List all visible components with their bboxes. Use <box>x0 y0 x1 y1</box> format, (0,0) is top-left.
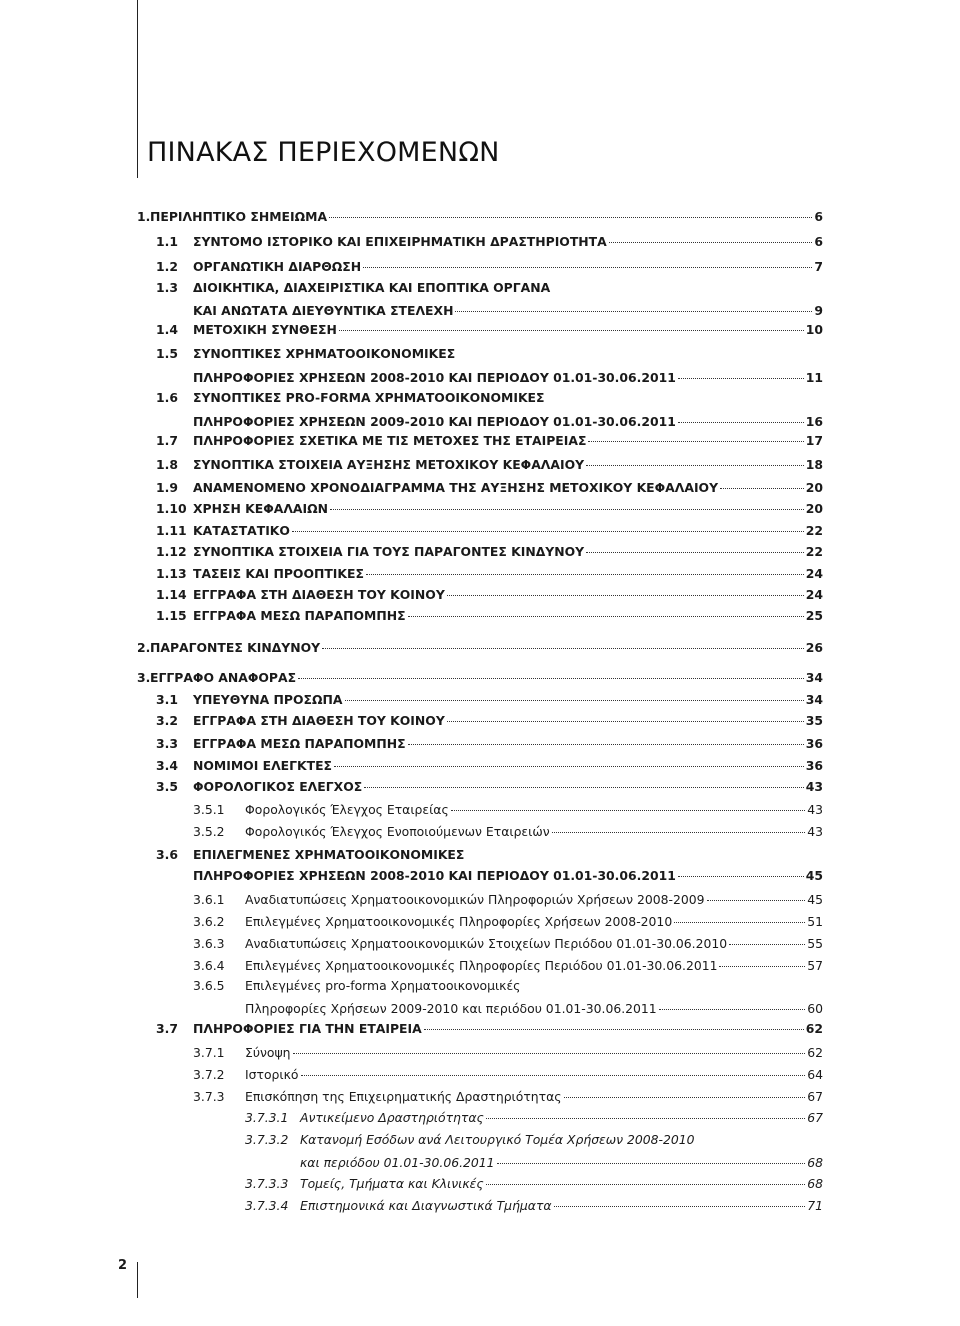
toc-entry-title: Επιστημονικά και Διαγνωστικά Τμήματα <box>300 1198 552 1213</box>
dot-leader <box>486 1183 806 1185</box>
toc-entry-number: 1.14 <box>156 587 187 602</box>
dot-leader <box>678 875 804 877</box>
toc-entry-title: Αντικείμενο Δραστηριότητας <box>300 1110 484 1125</box>
toc-entry[interactable] <box>156 499 823 519</box>
dot-leader <box>707 899 806 901</box>
toc-entry-title: Πληροφορίες Χρήσεων 2009-2010 και περιόδου 01.01-30.06.2011 <box>245 1001 657 1016</box>
toc-entry-page: 24 <box>805 587 823 602</box>
toc-entry-number: 3.3 <box>156 736 178 751</box>
toc-entry[interactable] <box>156 606 823 626</box>
toc-entry[interactable] <box>137 207 823 227</box>
dot-leader <box>588 440 803 442</box>
toc-entry-title: Επιλεγμένες Χρηματοοικονομικές Πληροφορίες Περιόδου 01.01-30.06.2011 <box>245 958 718 973</box>
dot-leader <box>424 1028 804 1030</box>
toc-entry-page: 16 <box>805 414 823 429</box>
toc-entry-title: ΠΕΡΙΛΗΠΤΙΚΟ ΣΗΜΕΙΩΜΑ <box>150 209 328 224</box>
toc-entry-title: ΠΛΗΡΟΦΟΡΙΕΣ ΓΙΑ ΤΗΝ ΕΤΑΙΡΕΙΑ <box>193 1021 422 1036</box>
dot-leader <box>334 765 804 767</box>
toc-entry-title: ΧΡΗΣΗ ΚΕΦΑΛΑΙΩΝ <box>193 501 329 516</box>
dot-leader <box>455 310 812 312</box>
toc-entry-title: ΝΟΜΙΜΟΙ ΕΛΕΓΚΤΕΣ <box>193 758 333 773</box>
toc-entry-number: 1.1 <box>156 234 178 249</box>
dot-leader <box>363 266 812 268</box>
toc-entry-number: 3.7 <box>156 1021 178 1036</box>
toc-entry-page: 35 <box>805 713 823 728</box>
toc-entry-number: 3.5 <box>156 779 178 794</box>
dot-leader <box>497 1162 806 1164</box>
toc-entry[interactable] <box>156 845 465 865</box>
toc-entry-page: 10 <box>805 322 823 337</box>
toc-entry[interactable] <box>156 320 823 340</box>
toc-entry[interactable] <box>193 890 823 910</box>
toc-entry-page: 71 <box>807 1198 823 1213</box>
toc-entry-title: ΠΛΗΡΟΦΟΡΙΕΣ ΧΡΗΣΕΩΝ 2008-2010 ΚΑΙ ΠΕΡΙΟΔΟΥ 01.01-30.06.2011 <box>193 370 676 385</box>
dot-leader <box>339 329 804 331</box>
dot-leader <box>293 1052 806 1054</box>
dot-leader <box>586 464 804 466</box>
toc-entry[interactable] <box>193 912 823 932</box>
toc-entry-number: 1.3 <box>156 280 178 295</box>
toc-entry-title: ΤΑΣΕΙΣ ΚΑΙ ΠΡΟΟΠΤΙΚΕΣ <box>193 566 364 581</box>
toc-entry-title: ΣΥΝΟΠΤΙΚΑ ΣΤΟΙΧΕΙΑ ΓΙΑ ΤΟΥΣ ΠΑΡΑΓΟΝΤΕΣ ΚΙΝΔΥΝΟΥ <box>193 544 585 559</box>
dot-leader <box>678 377 804 379</box>
toc-entry-page: 64 <box>807 1067 823 1082</box>
toc-entry-page: 26 <box>805 640 823 655</box>
dot-leader <box>451 809 806 811</box>
toc-entry-title: ΦΟΡΟΛΟΓΙΚΟΣ ΕΛΕΓΧΟΣ <box>193 779 363 794</box>
toc-entry-number: 3.6.2 <box>193 914 225 929</box>
toc-entry-title: Επιλεγμένες Χρηματοοικονομικές Πληροφορίες Χρήσεων 2008-2010 <box>245 914 673 929</box>
toc-entry-title: Αναδιατυπώσεις Χρηματοοικονομικών Στοιχείων Περιόδου 01.01-30.06.2010 <box>245 936 728 951</box>
toc-entry-number: 1.11 <box>156 523 187 538</box>
toc-entry-title: Κατανομή Εσόδων ανά Λειτουργικό Τομέα Χρήσεων 2008-2010 <box>300 1132 695 1147</box>
toc-entry[interactable] <box>156 690 823 710</box>
toc-entry[interactable] <box>156 711 823 731</box>
toc-entry-page: 18 <box>805 457 823 472</box>
dot-leader <box>720 487 804 489</box>
dot-leader <box>586 551 804 553</box>
toc-entry-page: 25 <box>805 608 823 623</box>
toc-entry[interactable] <box>156 431 823 451</box>
toc-entry-number: 3.7.3.2 <box>245 1132 289 1147</box>
dot-leader <box>329 216 812 218</box>
toc-entry[interactable] <box>156 278 551 298</box>
toc-entry-number: 3.6 <box>156 847 178 862</box>
toc-entry-title: ΣΥΝΟΠΤΙΚΕΣ ΧΡΗΜΑΤΟΟΙΚΟΝΟΜΙΚΕΣ <box>193 346 456 361</box>
toc-entry[interactable] <box>193 1065 823 1085</box>
toc-entry-page: 43 <box>807 824 823 839</box>
toc-entry-title: ΕΓΓΡΑΦΟ ΑΝΑΦΟΡΑΣ <box>150 670 297 685</box>
toc-entry[interactable] <box>156 521 823 541</box>
toc-entry[interactable] <box>245 1174 823 1194</box>
toc-entry-page: 51 <box>807 914 823 929</box>
toc-entry-title: ΕΓΓΡΑΦΑ ΣΤΗ ΔΙΑΘΕΣΗ ΤΟΥ ΚΟΙΝΟΥ <box>193 587 445 602</box>
toc-entry[interactable] <box>193 368 823 388</box>
toc-entry-page: 43 <box>805 779 823 794</box>
toc-entry-number: 3.7.3.1 <box>245 1110 289 1125</box>
dot-leader <box>345 699 804 701</box>
toc-entry-number: 1.7 <box>156 433 178 448</box>
toc-entry-title: ΚΑΤΑΣΤΑΤΙΚΟ <box>193 523 290 538</box>
toc-entry[interactable] <box>245 1130 695 1150</box>
toc-entry-number: 1.12 <box>156 544 187 559</box>
dot-leader <box>447 720 804 722</box>
toc-entry-number: 3.6.3 <box>193 936 225 951</box>
toc-entry-page: 67 <box>807 1089 823 1104</box>
vertical-rule-top <box>137 0 138 178</box>
toc-entry-page: 34 <box>805 692 823 707</box>
toc-entry-number: 1.2 <box>156 259 178 274</box>
toc-entry[interactable] <box>193 934 823 954</box>
dot-leader <box>330 508 804 510</box>
toc-entry-title: ΣΥΝΟΠΤΙΚΕΣ PRO-FORMA ΧΡΗΜΑΤΟΟΙΚΟΝΟΜΙΚΕΣ <box>193 390 545 405</box>
toc-entry-title: Φορολογικός Έλεγχος Ενοποιούμενων Εταιρειών <box>245 824 550 839</box>
toc-entry[interactable] <box>156 777 823 797</box>
toc-entry[interactable] <box>300 1153 823 1173</box>
toc-entry[interactable] <box>156 478 823 498</box>
toc-entry[interactable] <box>156 455 823 475</box>
toc-entry[interactable] <box>193 800 823 820</box>
toc-entry-number: 1.13 <box>156 566 187 581</box>
toc-entry-page: 11 <box>805 370 823 385</box>
toc-entry-page: 57 <box>807 958 823 973</box>
toc-entry-page: 17 <box>805 433 823 448</box>
toc-entry-number: 1. <box>137 209 151 224</box>
toc-entry-number: 3.6.4 <box>193 958 225 973</box>
toc-entry[interactable] <box>193 956 823 976</box>
toc-entry[interactable] <box>193 1087 823 1107</box>
toc-entry[interactable] <box>156 1019 823 1039</box>
toc-entry-title: ΣΥΝΟΠΤΙΚΑ ΣΤΟΙΧΕΙΑ ΑΥΞΗΣΗΣ ΜΕΤΟΧΙΚΟΥ ΚΕΦΑΛΑΙΟΥ <box>193 457 585 472</box>
toc-entry-page: 24 <box>805 566 823 581</box>
toc-entry-page: 36 <box>805 758 823 773</box>
toc-entry[interactable] <box>156 257 823 277</box>
toc-entry-page: 22 <box>805 544 823 559</box>
toc-entry-title: ΥΠΕΥΘΥΝΑ ΠΡΟΣΩΠΑ <box>193 692 343 707</box>
dot-leader <box>659 1008 806 1010</box>
toc-entry[interactable] <box>137 668 823 688</box>
toc-entry[interactable] <box>245 1196 823 1216</box>
toc-entry-number: 1.10 <box>156 501 187 516</box>
toc-entry[interactable] <box>137 638 823 658</box>
toc-entry-title: Φορολογικός Έλεγχος Εταιρείας <box>245 802 449 817</box>
toc-entry-number: 1.15 <box>156 608 187 623</box>
toc-entry-page: 36 <box>805 736 823 751</box>
toc-entry[interactable] <box>156 344 456 364</box>
dot-leader <box>408 743 804 745</box>
dot-leader <box>292 530 804 532</box>
toc-entry[interactable] <box>193 412 823 432</box>
toc-entry-number: 3.2 <box>156 713 178 728</box>
dot-leader <box>364 786 804 788</box>
dot-leader <box>366 573 804 575</box>
dot-leader <box>674 921 805 923</box>
dot-leader <box>447 594 804 596</box>
toc-entry-page: 34 <box>805 670 823 685</box>
toc-entry-number: 3.7.3 <box>193 1089 225 1104</box>
toc-entry-page: 20 <box>805 501 823 516</box>
toc-entry-number: 1.9 <box>156 480 178 495</box>
toc-entry[interactable] <box>193 822 823 842</box>
toc-entry-title: Ιστορικό <box>245 1067 299 1082</box>
dot-leader <box>408 615 804 617</box>
toc-entry-number: 3.7.3.3 <box>245 1176 289 1191</box>
toc-entry[interactable] <box>156 564 823 584</box>
toc-entry-page: 22 <box>805 523 823 538</box>
toc-entry[interactable] <box>156 388 545 408</box>
toc-entry[interactable] <box>193 1043 823 1063</box>
dot-leader <box>486 1117 805 1119</box>
toc-entry-number: 1.4 <box>156 322 178 337</box>
toc-entry-title: Τομείς, Τμήματα και Κλινικές <box>300 1176 484 1191</box>
toc-entry-number: 1.6 <box>156 390 178 405</box>
toc-entry-title: ΠΛΗΡΟΦΟΡΙΕΣ ΧΡΗΣΕΩΝ 2009-2010 ΚΑΙ ΠΕΡΙΟΔΟΥ 01.01-30.06.2011 <box>193 414 676 429</box>
page-title: ΠΙΝΑΚΑΣ ΠΕΡΙΕΧΟΜΕΝΩΝ <box>147 137 500 168</box>
toc-entry-number: 3.5.2 <box>193 824 225 839</box>
dot-leader <box>564 1096 806 1098</box>
toc-entry-page: 55 <box>807 936 823 951</box>
toc-entry-title: ΣΥΝΤΟΜΟ ΙΣΤΟΡΙΚΟ ΚΑΙ ΕΠΙΧΕΙΡΗΜΑΤΙΚΗ ΔΡΑΣΤΗΡΙΟΤΗΤΑ <box>193 234 607 249</box>
toc-entry[interactable] <box>156 585 823 605</box>
toc-entry[interactable] <box>156 734 823 754</box>
toc-entry-number: 3.5.1 <box>193 802 225 817</box>
dot-leader <box>678 421 804 423</box>
toc-entry[interactable] <box>245 999 823 1019</box>
toc-entry-number: 3.1 <box>156 692 178 707</box>
toc-entry-title: Αναδιατυπώσεις Χρηματοοικονομικών Πληροφοριών Χρήσεων 2008-2009 <box>245 892 705 907</box>
toc-entry[interactable] <box>156 232 823 252</box>
toc-entry-title: και περιόδου 01.01-30.06.2011 <box>300 1155 495 1170</box>
toc-entry[interactable] <box>193 866 823 886</box>
toc-entry-title: ΕΓΓΡΑΦΑ ΜΕΣΩ ΠΑΡΑΠΟΜΠΗΣ <box>193 608 406 623</box>
toc-entry-page: 67 <box>807 1110 823 1125</box>
toc-entry[interactable] <box>156 542 823 562</box>
page-number: 2 <box>118 1258 128 1273</box>
toc-entry-page: 62 <box>807 1045 823 1060</box>
toc-entry[interactable] <box>193 976 521 996</box>
toc-entry-number: 3.6.5 <box>193 978 225 993</box>
toc-entry[interactable] <box>245 1108 823 1128</box>
toc-entry-title: ΟΡΓΑΝΩΤΙΚΗ ΔΙΑΡΘΩΣΗ <box>193 259 362 274</box>
toc-entry-title: Σύνοψη <box>245 1045 291 1060</box>
toc-entry-page: 68 <box>807 1155 823 1170</box>
toc-entry-number: 1.5 <box>156 346 178 361</box>
toc-entry-title: ΔΙΟΙΚΗΤΙΚΑ, ΔΙΑΧΕΙΡΙΣΤΙΚΑ ΚΑΙ ΕΠΟΠΤΙΚΑ ΟΡΓΑΝΑ <box>193 280 551 295</box>
toc-entry-page: 62 <box>805 1021 823 1036</box>
toc-entry-title: ΠΛΗΡΟΦΟΡΙΕΣ ΧΡΗΣΕΩΝ 2008-2010 ΚΑΙ ΠΕΡΙΟΔΟΥ 01.01-30.06.2011 <box>193 868 676 883</box>
toc-entry-title: ΚΑΙ ΑΝΩΤΑΤΑ ΔΙΕΥΘΥΝΤΙΚΑ ΣΤΕΛΕΧΗ <box>193 303 454 318</box>
toc-entry-title: ΠΑΡΑΓΟΝΤΕΣ ΚΙΝΔΥΝΟΥ <box>150 640 321 655</box>
toc-entry-title: Επιλεγμένες pro-forma Χρηματοοικονομικές <box>245 978 521 993</box>
toc-entry-page: 9 <box>814 303 823 318</box>
toc-entry-page: 6 <box>814 209 823 224</box>
toc-entry-title: ΑΝΑΜΕΝΟΜΕΝΟ ΧΡΟΝΟΔΙΑΓΡΑΜΜΑ ΤΗΣ ΑΥΞΗΣΗΣ ΜΕΤΟΧΙΚΟΥ ΚΕΦΑΛΑΙΟΥ <box>193 480 719 495</box>
toc-entry-page: 68 <box>807 1176 823 1191</box>
dot-leader <box>301 1074 806 1076</box>
toc-entry-number: 2. <box>137 640 151 655</box>
toc-entry-title: ΠΛΗΡΟΦΟΡΙΕΣ ΣΧΕΤΙΚΑ ΜΕ ΤΙΣ ΜΕΤΟΧΕΣ ΤΗΣ ΕΤΑΙΡΕΙΑΣ <box>193 433 587 448</box>
dot-leader <box>322 647 804 649</box>
toc-entry-title: ΕΓΓΡΑΦΑ ΜΕΣΩ ΠΑΡΑΠΟΜΠΗΣ <box>193 736 406 751</box>
dot-leader <box>552 831 806 833</box>
vertical-rule-bottom <box>137 1262 138 1298</box>
toc-entry[interactable] <box>156 756 823 776</box>
toc-entry-number: 3.4 <box>156 758 178 773</box>
toc-entry-number: 3.6.1 <box>193 892 225 907</box>
dot-leader <box>609 241 813 243</box>
toc-entry-page: 6 <box>814 234 823 249</box>
dot-leader <box>554 1205 806 1207</box>
toc-entry-page: 7 <box>814 259 823 274</box>
toc-entry-page: 43 <box>807 802 823 817</box>
toc-entry-title: ΕΓΓΡΑΦΑ ΣΤΗ ΔΙΑΘΕΣΗ ΤΟΥ ΚΟΙΝΟΥ <box>193 713 445 728</box>
toc-entry-page: 20 <box>805 480 823 495</box>
toc-entry-title: Επισκόπηση της Επιχειρηματικής Δραστηριότητας <box>245 1089 562 1104</box>
toc-entry-number: 3.7.3.4 <box>245 1198 289 1213</box>
toc-entry[interactable] <box>193 301 823 321</box>
toc-entry-number: 1.8 <box>156 457 178 472</box>
toc-entry-title: ΕΠΙΛΕΓΜΕΝΕΣ ΧΡΗΜΑΤΟΟΙΚΟΝΟΜΙΚΕΣ <box>193 847 465 862</box>
toc-entry-number: 3. <box>137 670 151 685</box>
dot-leader <box>719 965 805 967</box>
dot-leader <box>298 677 804 679</box>
dot-leader <box>729 943 805 945</box>
toc-entry-number: 3.7.1 <box>193 1045 225 1060</box>
toc-entry-title: ΜΕΤΟΧΙΚΗ ΣΥΝΘΕΣΗ <box>193 322 337 337</box>
toc-entry-number: 3.7.2 <box>193 1067 225 1082</box>
toc-entry-page: 45 <box>805 868 823 883</box>
toc-entry-page: 60 <box>807 1001 823 1016</box>
toc-entry-page: 45 <box>807 892 823 907</box>
